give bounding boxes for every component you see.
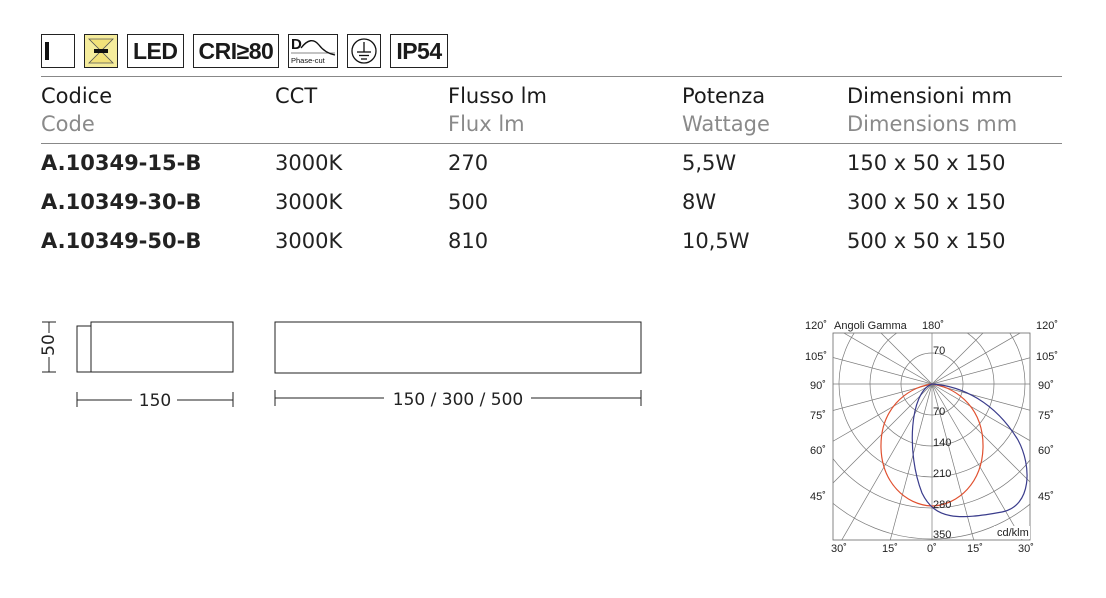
radial-label: 280	[933, 499, 952, 511]
svg-text:D: D	[291, 36, 303, 53]
cell-dimensions: 300 x 50 x 150	[847, 190, 1006, 214]
icon-strip	[41, 34, 448, 68]
radial-label: 350	[933, 529, 952, 541]
angle-label-bottom: 30˚	[831, 543, 847, 555]
cri-badge: CRI≥80	[193, 34, 280, 68]
front-width-label: 150 / 300 / 500	[392, 390, 524, 410]
angle-label-right: 75˚	[1038, 410, 1054, 422]
header-top-rule	[41, 76, 1062, 77]
earth-ground-icon	[347, 34, 381, 68]
front-view-body	[275, 322, 641, 373]
cell-cct: 3000K	[275, 229, 343, 253]
radial-label: 70	[933, 406, 946, 418]
phase-cut-label: Phase-cut	[291, 56, 326, 65]
radial-label: 210	[933, 468, 952, 480]
col-header-flux-it: Flusso lm	[448, 84, 547, 108]
header-bottom-rule	[41, 143, 1062, 144]
radial-label: 70	[933, 345, 946, 357]
angle-label-bottom: 15˚	[967, 543, 983, 555]
angle-label-left: 60˚	[810, 445, 826, 457]
angle-label-top-left: 120˚	[805, 320, 828, 332]
cell-wattage: 5,5W	[682, 151, 737, 175]
side-view-body	[91, 322, 233, 372]
angle-label-right: 105˚	[1036, 351, 1059, 363]
col-header-code-en: Code	[41, 112, 95, 136]
radial-label: 140	[933, 437, 952, 449]
angle-label-right: 45˚	[1038, 491, 1054, 503]
angle-label-top: 180˚	[922, 320, 945, 332]
angle-label-right: 60˚	[1038, 445, 1054, 457]
height-label: 50	[39, 334, 59, 356]
cell-cct: 3000K	[275, 151, 343, 175]
angle-label-bottom: 15˚	[882, 543, 898, 555]
angle-label-bottom: 0˚	[927, 543, 937, 555]
polar-frame	[833, 333, 1030, 540]
cell-flux: 810	[448, 229, 489, 253]
polar-title: Angoli Gamma	[834, 320, 907, 332]
cell-code: A.10349-30-B	[41, 190, 202, 214]
angle-label-bottom: 30˚	[1018, 543, 1034, 555]
col-header-flux-en: Flux lm	[448, 112, 525, 136]
cell-cct: 3000K	[275, 190, 343, 214]
surface-mount-icon	[41, 34, 75, 68]
cell-flux: 270	[448, 151, 489, 175]
cell-wattage: 8W	[682, 190, 717, 214]
col-header-wattage-it: Potenza	[682, 84, 766, 108]
col-header-dimensions-en: Dimensions mm	[847, 112, 1018, 136]
angle-label-left: 105˚	[805, 351, 828, 363]
side-view-flange	[77, 326, 91, 372]
angle-label-left: 75˚	[810, 410, 826, 422]
photometric-diagram	[800, 316, 1062, 558]
angle-label-top-right: 120˚	[1036, 320, 1059, 332]
angle-label-right: 90˚	[1038, 380, 1054, 392]
led-badge: LED	[127, 34, 184, 68]
cell-flux: 500	[448, 190, 489, 214]
col-header-code-it: Codice	[41, 84, 113, 108]
angle-label-left: 90˚	[810, 380, 826, 392]
technical-drawing	[0, 300, 680, 420]
ip-rating-badge: IP54	[390, 34, 447, 68]
col-header-wattage-en: Wattage	[682, 112, 770, 136]
cell-wattage: 10,5W	[682, 229, 750, 253]
angle-label-left: 45˚	[810, 491, 826, 503]
cell-dimensions: 500 x 50 x 150	[847, 229, 1006, 253]
phase-cut-dimming-icon	[288, 34, 338, 68]
col-header-cct-it: CCT	[275, 84, 318, 108]
cell-code: A.10349-50-B	[41, 229, 202, 253]
side-width-label: 150	[138, 391, 172, 411]
cell-code: A.10349-15-B	[41, 151, 202, 175]
beam-angle-icon	[84, 34, 118, 68]
unit-label: cd/klm	[997, 527, 1029, 539]
col-header-dimensions-it: Dimensioni mm	[847, 84, 1013, 108]
cell-dimensions: 150 x 50 x 150	[847, 151, 1006, 175]
